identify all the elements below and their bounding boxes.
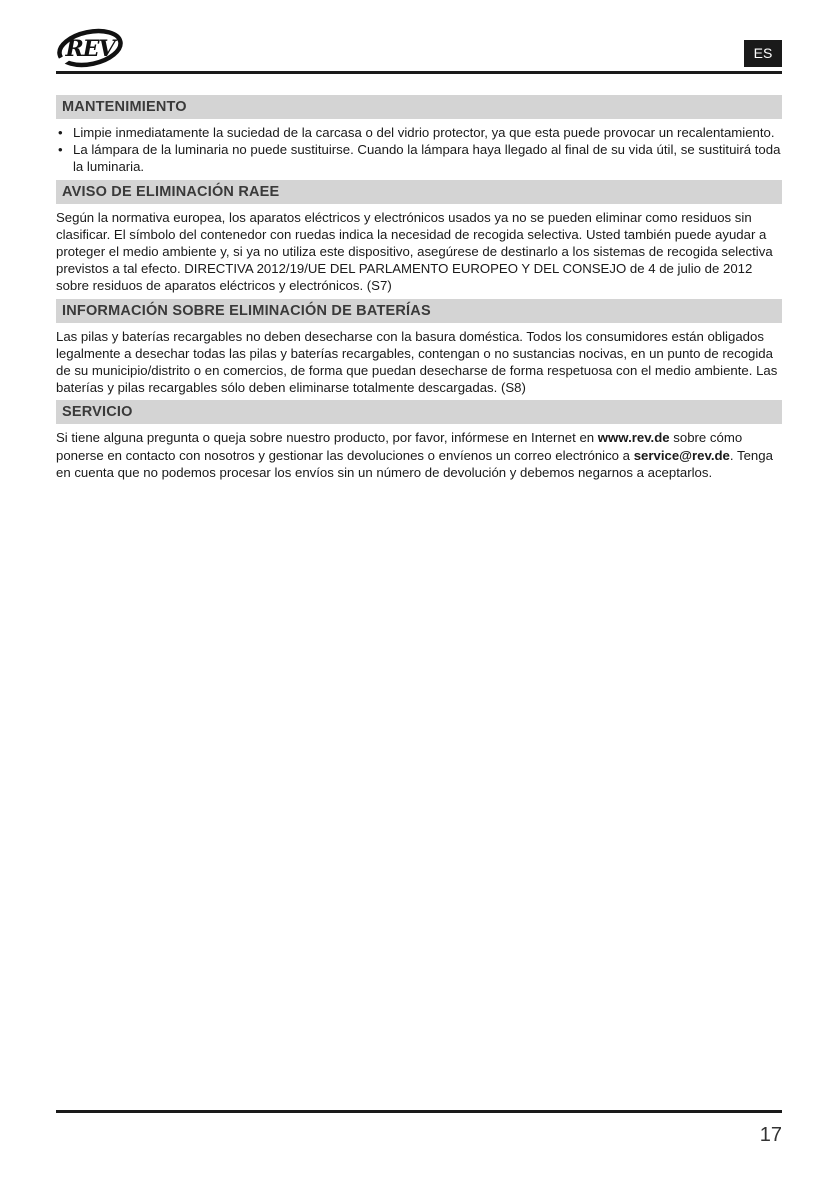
list-item: • La lámpara de la luminaria no puede sustituirse. Cuando la lámpara haya llegado al final de su vida útil, se sustituirá toda la luminaria. xyxy=(58,142,781,175)
footer-divider xyxy=(56,1110,782,1113)
section-heading-baterias: INFORMACIÓN SOBRE ELIMINACIÓN DE BATERÍAS xyxy=(56,299,782,323)
section-heading-mantenimiento: MANTENIMIENTO xyxy=(56,95,782,119)
batteries-paragraph: Las pilas y baterías recargables no deben desecharse con la basura doméstica. Todos los consumidores están obligados legalmente a desechar todas las pilas y baterías recargables, contengan o no sustancias nocivas, en un punto de recogida de su municipio/distrito o en comercios, de forma que puedan desecharse de forma respetuosa con el medio ambiente. Las baterías y pilas recargables sólo deben eliminarse totalmente descargadas. (S8) xyxy=(56,328,778,396)
svg-text:REV: REV xyxy=(65,36,115,62)
website-link[interactable]: www.rev.de xyxy=(597,430,670,446)
maintenance-list xyxy=(56,124,782,176)
language-badge: ES xyxy=(744,40,782,67)
service-paragraph: Si tiene alguna pregunta o queja sobre nuestro producto, por favor, infórmese en Internet en www.rev.de sobre cómo ponerse en contacto con nosotros y gestionar las devoluciones o envíenos un correo electrónico a service@rev.de. Tenga en cuenta que no podemos procesar los envíos sin un número de devolución y debemos negarnos a aceptarlos. xyxy=(56,430,773,480)
email-link[interactable]: service@rev.de xyxy=(633,447,730,463)
main-content xyxy=(56,95,782,485)
list-item: • Limpie inmediatamente la suciedad de la carcasa o del vidrio protector, ya que esta puede provocar un recalentamiento. xyxy=(58,125,775,140)
section-heading-raee: AVISO DE ELIMINACIÓN RAEE xyxy=(56,180,782,204)
header-divider xyxy=(56,71,782,74)
bullet-icon: • xyxy=(58,125,63,140)
rev-logo-icon xyxy=(56,28,124,68)
page-header xyxy=(56,28,782,74)
raee-paragraph: Según la normativa europea, los aparatos eléctricos y electrónicos usados ya no se pueden eliminar como residuos sin clasificar. El símbolo del contenedor con ruedas indica la necesidad de recogida selectiva. Usted también puede ayudar a proteger el medio ambiente y, si ya no utiliza este dispositivo, asegúrese de destinarlo a los sistemas de recogida selectiva previstos a tal efecto. DIRECTIVA 2012/19/UE DEL PARLAMENTO EUROPEO Y DEL CONSEJO de 4 de julio de 2012 sobre residuos de aparatos eléctricos y electrónicos. (S7) xyxy=(56,209,773,294)
section-heading-servicio: SERVICIO xyxy=(56,400,782,424)
bullet-icon: • xyxy=(58,142,63,158)
page-number: 17 xyxy=(759,1124,782,1146)
